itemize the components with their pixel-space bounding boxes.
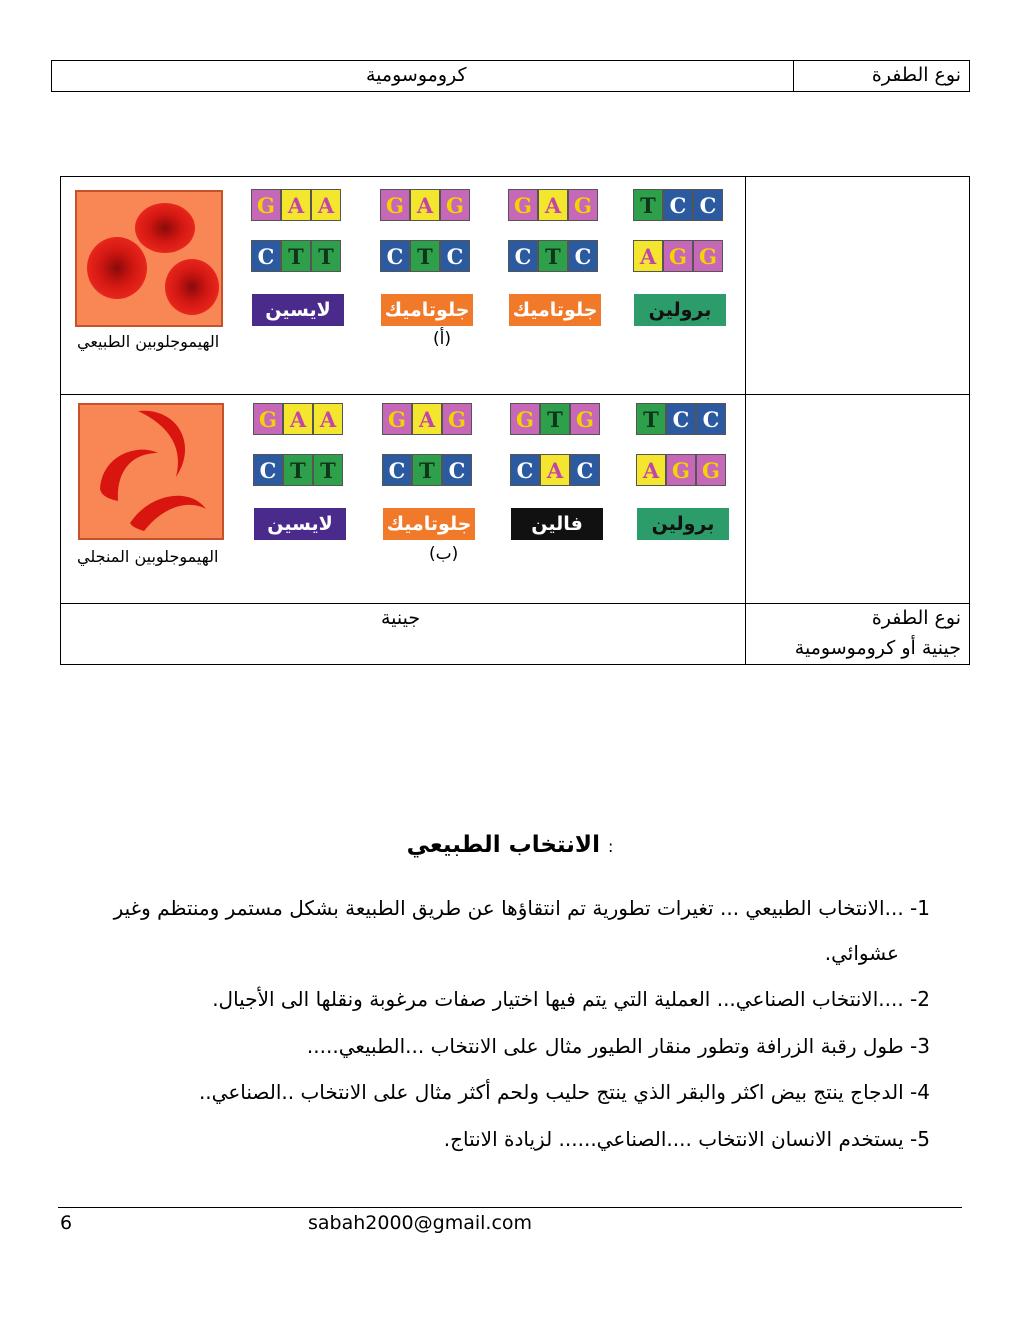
figure-label-b: (ب) xyxy=(429,544,459,564)
codon-bottom-strand xyxy=(253,454,343,486)
nucleotide-base: A xyxy=(538,189,568,221)
amino-acid-label: جلوتاميك xyxy=(509,294,601,326)
nucleotide-base: C xyxy=(510,454,540,486)
nucleotide-base: G xyxy=(663,240,693,272)
page-number: 6 xyxy=(60,1212,73,1234)
nucleotide-base: A xyxy=(283,403,313,435)
heading-colon: : xyxy=(607,837,614,856)
column-divider xyxy=(745,177,746,664)
nucleotide-base: T xyxy=(633,189,663,221)
list-item: 3- طول رقبة الزرافة وتطور منقار الطيور مثال على الانتخاب ...الطبيعي..... xyxy=(306,1034,930,1058)
list-item: 5- يستخدم الانسان الانتخاب ....الصناعي...... لزيادة الانتاج. xyxy=(443,1127,930,1151)
amino-acid-label: جلوتاميك xyxy=(383,508,475,540)
codon-bottom-strand xyxy=(510,454,600,486)
amino-acid-label: برولين xyxy=(637,508,729,540)
sickle-blood-cells-image xyxy=(78,403,224,540)
mutation-type-label: نوع الطفرة xyxy=(871,607,961,629)
nucleotide-base: T xyxy=(281,240,311,272)
footer-rule xyxy=(58,1207,962,1208)
amino-acid-label: فالين xyxy=(511,508,603,540)
nucleotide-base: T xyxy=(412,454,442,486)
nucleotide-base: G xyxy=(380,189,410,221)
list-item: 2- ....الانتخاب الصناعي... العملية التي يتم فيها اختيار صفات مرغوبة ونقلها الى الأجيال. xyxy=(212,987,930,1011)
codon-top-strand xyxy=(382,403,472,435)
nucleotide-base: C xyxy=(253,454,283,486)
nucleotide-base: T xyxy=(540,403,570,435)
codon-top-strand xyxy=(253,403,343,435)
hemoglobin-table xyxy=(60,176,970,665)
mutation-type-label: نوع الطفرة xyxy=(871,64,961,86)
codon-top-strand xyxy=(636,403,726,435)
table-divider xyxy=(793,61,794,91)
nucleotide-base: A xyxy=(410,189,440,221)
list-item: 1- ...الانتخاب الطبيعي ... تغيرات تطورية تم انتقاؤها عن طريق الطبيعة بشكل مستمر ومنتظم وغير xyxy=(113,896,930,920)
codon-bottom-strand xyxy=(251,240,341,272)
row-divider xyxy=(61,603,969,604)
nucleotide-base: A xyxy=(633,240,663,272)
nucleotide-base: A xyxy=(412,403,442,435)
nucleotide-base: T xyxy=(283,454,313,486)
codon-top-strand xyxy=(510,403,600,435)
section-heading xyxy=(0,832,1020,858)
nucleotide-base: G xyxy=(382,403,412,435)
nucleotide-base: C xyxy=(568,240,598,272)
mutation-type-answer: جينية xyxy=(381,607,421,629)
amino-acid-label: لايسين xyxy=(254,508,346,540)
normal-hemoglobin-caption: الهيموجلوبين الطبيعي xyxy=(77,332,220,351)
nucleotide-base: G xyxy=(693,240,723,272)
nucleotide-base: G xyxy=(570,403,600,435)
list-item: عشوائي. xyxy=(824,941,899,965)
nucleotide-base: C xyxy=(570,454,600,486)
figure-label-a: (أ) xyxy=(433,329,452,349)
list-item: 4- الدجاج ينتج بيض اكثر والبقر الذي ينتج حليب ولحم أكثر مثال على الانتخاب ..الصناعي.. xyxy=(198,1080,930,1104)
codon-bottom-strand xyxy=(508,240,598,272)
footer-email: sabah2000@gmail.com xyxy=(308,1212,533,1234)
nucleotide-base: C xyxy=(696,403,726,435)
nucleotide-base: A xyxy=(540,454,570,486)
nucleotide-base: G xyxy=(696,454,726,486)
row-divider xyxy=(61,394,969,395)
nucleotide-base: C xyxy=(440,240,470,272)
normal-blood-cells-image xyxy=(75,190,223,327)
codon-top-strand xyxy=(633,189,723,221)
nucleotide-base: G xyxy=(251,189,281,221)
codon-top-strand xyxy=(380,189,470,221)
nucleotide-base: C xyxy=(666,403,696,435)
nucleotide-base: A xyxy=(281,189,311,221)
amino-acid-label: جلوتاميك xyxy=(381,294,473,326)
codon-top-strand xyxy=(251,189,341,221)
codon-bottom-strand xyxy=(380,240,470,272)
nucleotide-base: T xyxy=(636,403,666,435)
codon-top-strand xyxy=(508,189,598,221)
nucleotide-base: G xyxy=(568,189,598,221)
nucleotide-base: C xyxy=(382,454,412,486)
nucleotide-base: T xyxy=(410,240,440,272)
nucleotide-base: C xyxy=(380,240,410,272)
nucleotide-base: T xyxy=(538,240,568,272)
codon-bottom-strand xyxy=(633,240,723,272)
nucleotide-base: C xyxy=(442,454,472,486)
nucleotide-base: C xyxy=(693,189,723,221)
sickle-hemoglobin-caption: الهيموجلوبين المنجلي xyxy=(77,547,219,566)
nucleotide-base: G xyxy=(440,189,470,221)
nucleotide-base: G xyxy=(442,403,472,435)
nucleotide-base: C xyxy=(251,240,281,272)
heading-text: الانتخاب الطبيعي xyxy=(406,832,600,858)
mutation-type-value: كروموسومية xyxy=(366,64,467,86)
nucleotide-base: G xyxy=(253,403,283,435)
red-blood-cell-icon xyxy=(77,192,221,325)
nucleotide-base: T xyxy=(311,240,341,272)
nucleotide-base: C xyxy=(663,189,693,221)
mutation-type-options: جينية أو كروموسومية xyxy=(794,637,961,659)
nucleotide-base: G xyxy=(510,403,540,435)
nucleotide-base: A xyxy=(311,189,341,221)
codon-bottom-strand xyxy=(636,454,726,486)
nucleotide-base: A xyxy=(636,454,666,486)
mutation-type-table xyxy=(51,60,970,92)
nucleotide-base: C xyxy=(508,240,538,272)
codon-bottom-strand xyxy=(382,454,472,486)
nucleotide-base: T xyxy=(313,454,343,486)
amino-acid-label: برولين xyxy=(634,294,726,326)
nucleotide-base: G xyxy=(666,454,696,486)
sickle-cell-icon xyxy=(80,405,222,538)
nucleotide-base: G xyxy=(508,189,538,221)
amino-acid-label: لايسين xyxy=(252,294,344,326)
nucleotide-base: A xyxy=(313,403,343,435)
